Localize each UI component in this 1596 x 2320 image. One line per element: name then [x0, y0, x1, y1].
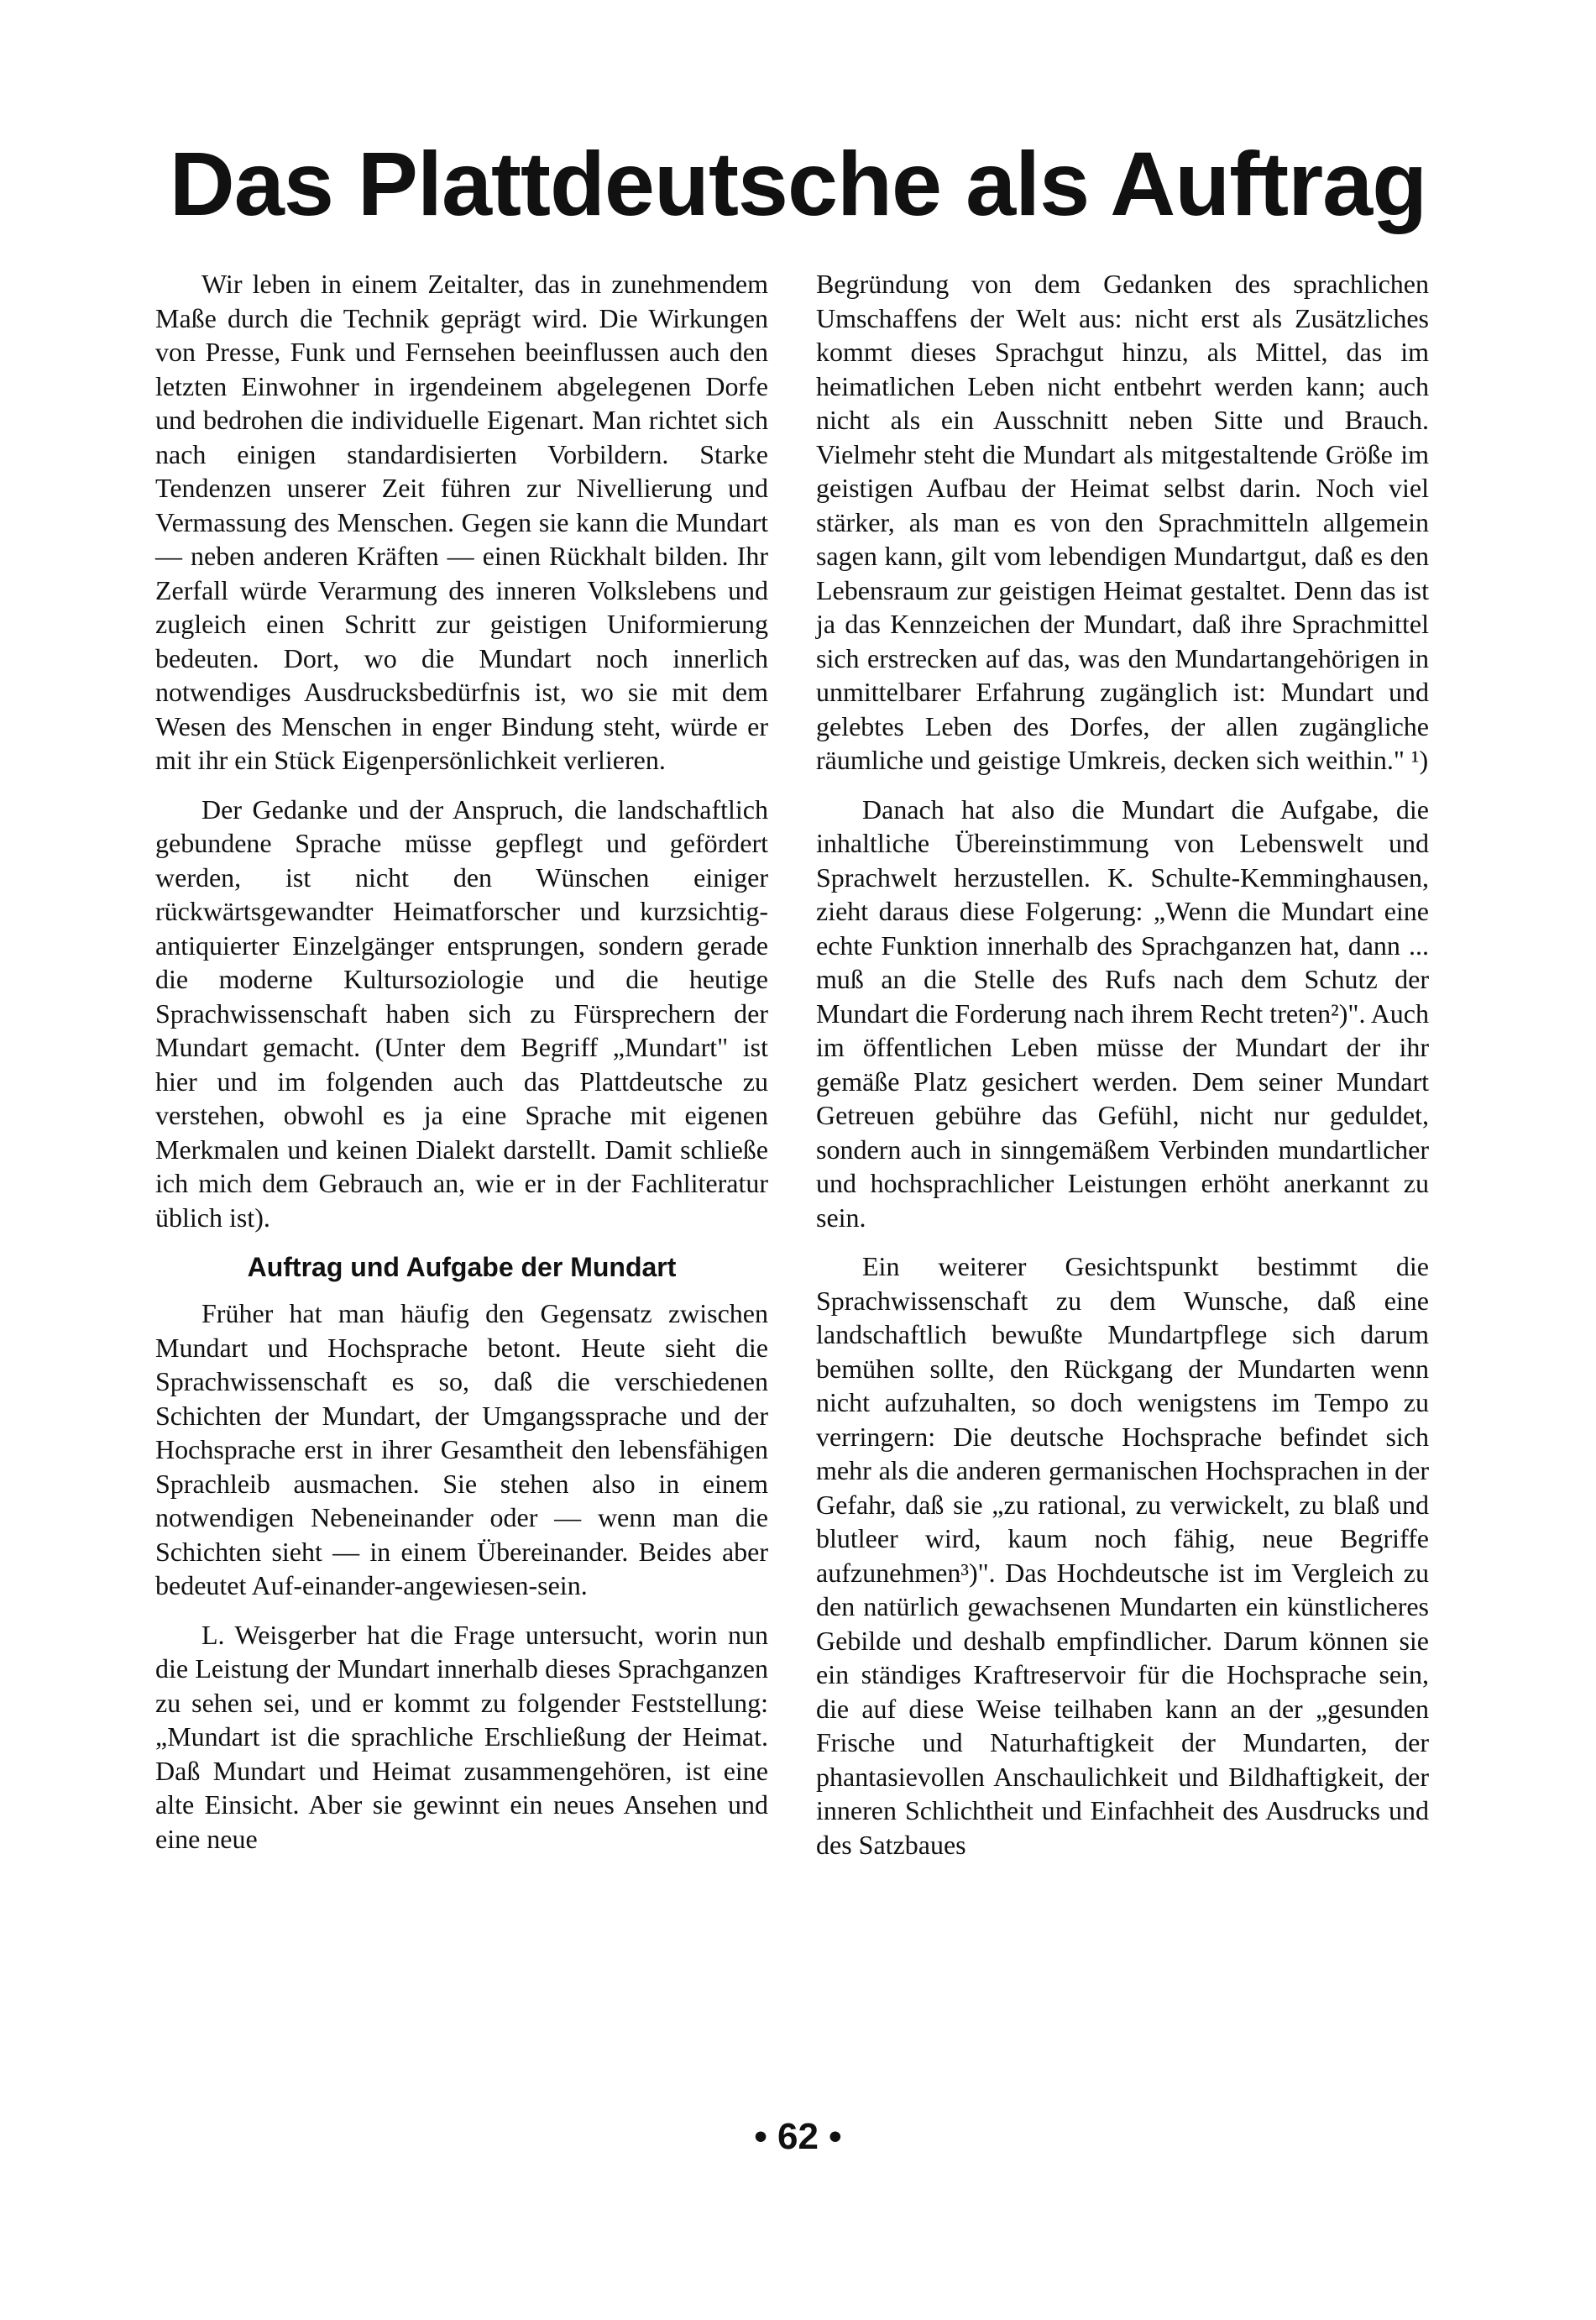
page-number: • 62 •	[754, 2116, 842, 2157]
paragraph: Danach hat also die Mundart die Aufgabe, die inhaltliche Übereinstimmung von Lebenswelt und Sprachwelt herzustellen. K. Schulte-Kemminghausen, zieht daraus diese Folgerung: „Wenn die Mundart eine echte Funktion innerhalb des Sprachganzen hat, dann ... muß an die Stelle des Rufs nach dem Schutz der Mundart die Forderung nach ihrem Recht treten²)". Auch im öffentlichen Leben müsse der Mundart der ihr gemäße Platz gesichert werden. Dem seiner Mundart Getreuen gebühre das Gefühl, nicht nur geduldet, sondern auch in sinngemäßem Verbinden mundartlicher und hochsprachlicher Leistungen erhöht anerkannt zu sein.	[816, 793, 1429, 1233]
paragraph: Wir leben in einem Zeitalter, das in zunehmendem Maße durch die Technik geprägt wird. Die Wirkungen von Presse, Funk und Fernsehen beeinflussen auch den letzten Einwohner in irgendeinem abgelegenen Dorfe und bedrohen die individuelle Eigenart. Man richtet sich nach einigen standardisierten Vorbildern. Starke Tendenzen unserer Zeit führen zur Nivellierung und Vermassung des Menschen. Gegen sie kann die Mundart — neben anderen Kräften — einen Rückhalt bilden. Ihr Zerfall würde Verarmung des inneren Volkslebens und zugleich einen Schritt zur geistigen Uniformierung bedeuten. Dort, wo die Mundart noch innerlich notwendiges Ausdrucksbedürfnis ist, wo sie mit dem Wesen des Menschen in enger Bindung steht, würde er mit ihr ein Stück Eigenpersönlichkeit verlieren.	[155, 269, 768, 775]
paragraph: L. Weisgerber hat die Frage untersucht, worin nun die Leistung der Mundart innerhalb dieses Sprachganzen zu sehen sei, und er kommt zu folgender Feststellung: „Mundart ist die sprachliche Erschließung der Heimat. Daß Mundart und Heimat zusammengehören, ist eine alte Einsicht. Aber sie gewinnt ein neues Ansehen und eine neue	[155, 1619, 768, 1854]
paragraph: Der Gedanke und der Anspruch, die landschaftlich gebundene Sprache müsse gepflegt und gefördert werden, ist nicht den Wünschen einiger rückwärtsgewandter Heimatforscher und kurzsichtig-antiquierter Einzelgänger entsprungen, sondern gerade die moderne Kultursoziologie und die heutige Sprachwissenschaft haben sich zu Fürsprechern der Mundart gemacht. (Unter dem Begriff „Mundart" ist hier und im folgenden auch das Plattdeutsche zu verstehen, obwohl es ja eine Sprache mit eigenen Merkmalen und keinen Dialekt darstellt. Damit schließe ich mich dem Gebrauch an, wie er in der Fachliteratur üblich ist).	[155, 793, 768, 1233]
page-title: Das Plattdeutsche als Auftrag	[169, 133, 1427, 234]
paragraph: Früher hat man häufig den Gegensatz zwischen Mundart und Hochsprache betont. Heute sieht die Sprachwissenschaft es so, daß die verschiedenen Schichten der Mundart, der Umgangssprache und der Hochsprache erst in ihrer Gesamtheit den lebensfähigen Sprachleib ausmachen. Sie stehen also in einem notwendigen Nebeneinander oder — wenn man die Schichten sieht — in einem Übereinander. Beides aber bedeutet Auf-einander-angewiesen-sein.	[155, 1298, 768, 1600]
left-column	[155, 267, 768, 1871]
paragraph: Begründung von dem Gedanken des sprachlichen Umschaffens der Welt aus: nicht erst als Zusätzliches kommt dieses Sprachgut hinzu, als Mittel, das im heimatlichen Leben nicht entbehrt werden kann; auch nicht als ein Ausschnitt neben Sitte und Brauch. Vielmehr steht die Mundart als mitgestaltende Größe im geistigen Aufbau der Heimat selbst darin. Noch viel stärker, als man es von den Sprachmitteln allgemein sagen kann, gilt vom lebendigen Mundartgut, daß es den Lebensraum zur geistigen Heimat gestaltet. Denn das ist ja das Kennzeichen der Mundart, daß ihre Sprachmittel sich erstrecken auf das, was den Mundartangehörigen in unmittelbarer Erfahrung zugänglich ist: Mundart und gelebtes Leben des Dorfes, der allen zugängliche räumliche und geistige Umkreis, decken sich weithin." ¹)	[816, 269, 1429, 775]
section-heading: Auftrag und Aufgabe der Mundart	[247, 1252, 677, 1282]
paragraph: Ein weiterer Gesichtspunkt bestimmt die Sprachwissenschaft zu dem Wunsche, daß eine landschaftlich bewußte Mundartpflege sich darum bemühen sollte, den Rückgang der Mundarten wenn nicht aufzuhalten, so doch wenigstens im Tempo zu verringern: Die deutsche Hochsprache befindet sich mehr als die anderen germanischen Hochsprachen in der Gefahr, daß sie „zu rational, zu verwickelt, zu blaß und blutleer wird, kaum noch fähig, neue Begriffe aufzunehmen³)". Das Hochdeutsche ist im Vergleich zu den natürlich gewachsenen Mundarten ein künstlicheres Gebilde und deshalb empfindlicher. Darum können sie ein ständiges Kraftreservoir für die Hochsprache sein, die auf diese Weise teilhaben kann an der „gesunden Frische und Naturhaftigkeit der Mundarten, der phantasievollen Anschaulichkeit und Bildhaftigkeit, der inneren Schlichtheit und Einfachheit des Ausdrucks und des Satzbaues	[816, 1251, 1429, 1860]
right-column	[816, 267, 1429, 1877]
